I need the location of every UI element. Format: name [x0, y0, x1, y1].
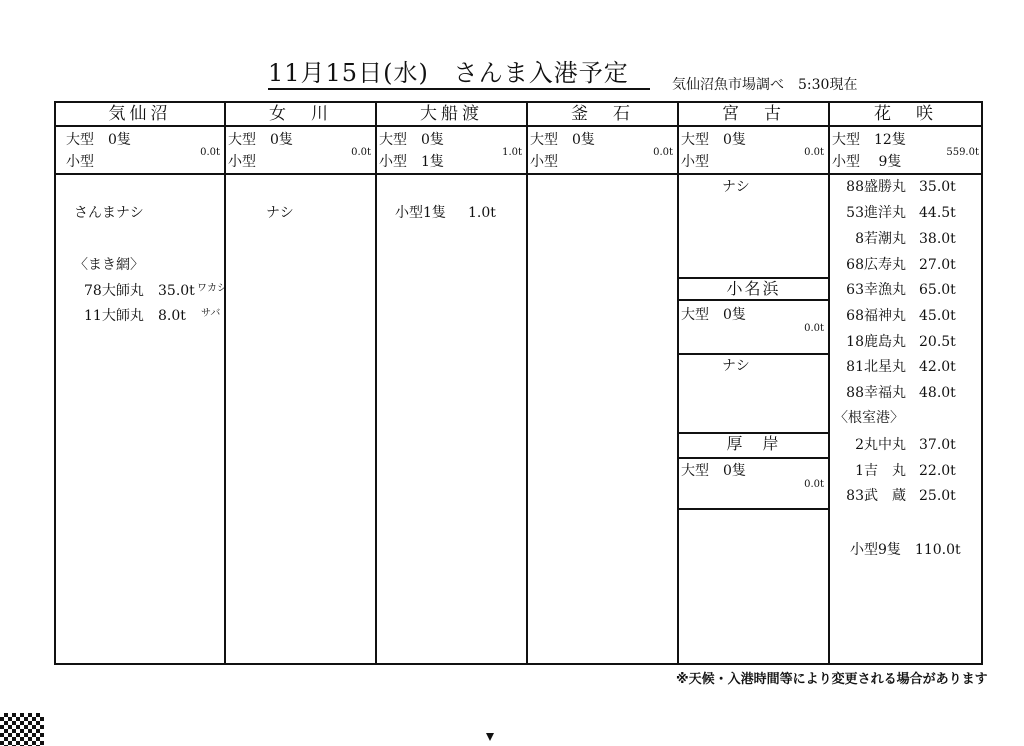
hanasaki-vessel-amount: 38.0t: [919, 231, 956, 247]
hanasaki-vessel-amount: 35.0t: [919, 179, 956, 195]
nemuro-vessel-name: 83武 蔵: [846, 488, 906, 504]
sub-divider: [677, 457, 828, 459]
nemuro-vessel-name: 2丸中丸: [855, 437, 906, 453]
column-divider: [677, 101, 679, 665]
header-onagawa: 女 川: [269, 104, 332, 124]
header-divider: [54, 125, 983, 127]
sub-divider: [677, 508, 828, 510]
onahama-none: ナシ: [722, 358, 750, 374]
footer-note: ※天候・入港時間等により変更される場合があります: [676, 672, 988, 687]
ofunato-total: 1.0t: [502, 147, 522, 158]
hanasaki-vessel-name: 88幸福丸: [846, 385, 906, 401]
ofunato-small: 小型 1隻: [379, 154, 444, 170]
hanasaki-total: 559.0t: [946, 147, 979, 158]
nemuro-vessel-amount: 22.0t: [919, 463, 956, 479]
onahama-header: 小名浜: [726, 279, 781, 298]
source-note: 気仙沼魚市場調べ 5:30現在: [672, 77, 858, 93]
kesennuma-total: 0.0t: [200, 147, 220, 158]
miyako-small: 小型: [681, 154, 709, 170]
ofunato-detail-amount: 1.0t: [468, 205, 496, 221]
hanasaki-vessel-name: 88盛勝丸: [846, 179, 906, 195]
miyako-large: 大型 0隻: [681, 132, 746, 148]
header-ofunato: 大船渡: [420, 104, 483, 124]
column-divider: [828, 101, 830, 665]
sub-divider: [677, 353, 828, 355]
kesennuma-vessel-amount: 8.0t: [158, 308, 186, 324]
header-miyako: 宮 古: [722, 104, 785, 124]
kesennuma-small: 小型: [66, 154, 94, 170]
hanasaki-vessel-amount: 20.5t: [919, 334, 956, 350]
kesennuma-vessel-name: 78大師丸: [84, 283, 144, 299]
header-kamaishi: 釜 石: [571, 104, 634, 124]
kesennuma-large: 大型 0隻: [66, 132, 131, 148]
onagawa-small: 小型: [228, 154, 256, 170]
kesennuma-vessel-note: ワカシ: [197, 283, 227, 294]
hanasaki-small: 小型 9隻: [832, 154, 902, 170]
hanasaki-vessel-name: 53進洋丸: [846, 205, 906, 221]
header-hanasaki: 花 咲: [874, 104, 937, 124]
hanasaki-vessel-amount: 65.0t: [919, 282, 956, 298]
onahama-large: 大型 0隻: [681, 307, 746, 323]
sub-divider: [677, 299, 828, 301]
summary-divider: [54, 173, 983, 175]
kamaishi-total: 0.0t: [653, 147, 673, 158]
hanasaki-vessel-amount: 27.0t: [919, 257, 956, 273]
column-divider: [375, 101, 377, 665]
column-divider: [224, 101, 226, 665]
onagawa-total: 0.0t: [351, 147, 371, 158]
hanasaki-vessel-name: 8若潮丸: [855, 231, 906, 247]
nemuro-label: 〈根室港〉: [834, 410, 904, 426]
registration-mark: [0, 713, 44, 746]
hanasaki-vessel-name: 18鹿島丸: [846, 334, 906, 350]
ofunato-detail-line: 小型1隻: [395, 205, 446, 221]
nemuro-vessel-amount: 25.0t: [919, 488, 956, 504]
nemuro-vessel-amount: 37.0t: [919, 437, 956, 453]
down-arrow-icon: [486, 733, 494, 741]
kesennuma-none: さんまナシ: [74, 205, 144, 221]
hanasaki-vessel-amount: 45.0t: [919, 308, 956, 324]
header-kesennuma: 気仙沼: [108, 104, 172, 124]
akkeshi-header: 厚 岸: [726, 434, 781, 453]
hanasaki-vessel-name: 68広寿丸: [846, 257, 906, 273]
hanasaki-vessel-name: 63幸漁丸: [846, 282, 906, 298]
hanasaki-large: 大型 12隻: [832, 132, 906, 148]
hanasaki-vessel-amount: 44.5t: [919, 205, 956, 221]
hanasaki-vessel-name: 68福神丸: [846, 308, 906, 324]
hanasaki-vessel-name: 81北星丸: [846, 359, 906, 375]
onahama-total: 0.0t: [804, 323, 824, 334]
miyako-none: ナシ: [722, 179, 750, 195]
kesennuma-vessel-name: 11大師丸: [84, 308, 144, 324]
akkeshi-total: 0.0t: [804, 479, 824, 490]
akkeshi-large: 大型 0隻: [681, 463, 746, 479]
kamaishi-small: 小型: [530, 154, 558, 170]
kesennuma-section: 〈まき網〉: [74, 257, 144, 273]
kesennuma-vessel-note: サバ: [201, 308, 221, 319]
onagawa-large: 大型 0隻: [228, 132, 293, 148]
ofunato-large: 大型 0隻: [379, 132, 444, 148]
page-title: 11月15日(水) さんま入港予定: [268, 58, 650, 90]
kamaishi-large: 大型 0隻: [530, 132, 595, 148]
kesennuma-vessel-amount: 35.0t: [158, 283, 195, 299]
column-divider: [526, 101, 528, 665]
hanasaki-vessel-amount: 42.0t: [919, 359, 956, 375]
hanasaki-small-summary: 小型9隻 110.0t: [850, 542, 961, 558]
onagawa-none: ナシ: [266, 205, 294, 221]
nemuro-vessel-name: 1吉 丸: [855, 463, 906, 479]
hanasaki-vessel-amount: 48.0t: [919, 385, 956, 401]
miyako-total: 0.0t: [804, 147, 824, 158]
